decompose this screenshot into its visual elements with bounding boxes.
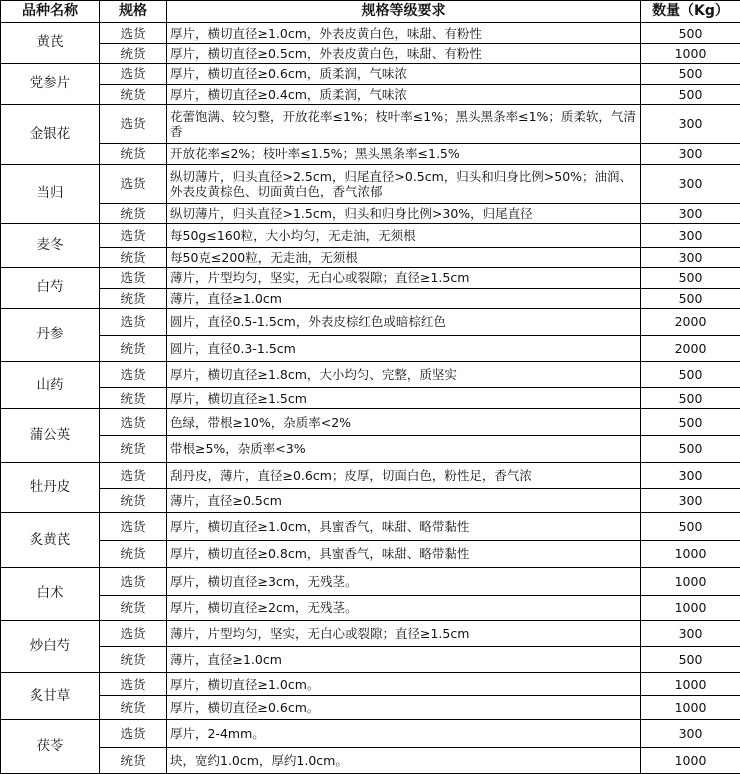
- grade-cell: 选货: [100, 362, 167, 388]
- grade-cell: 选货: [100, 267, 167, 288]
- table-body: [1, 23, 740, 774]
- variety-name-cell: 党参片: [1, 63, 100, 104]
- requirement-cell: 厚片，横切直径≥1.5cm: [167, 388, 641, 409]
- grade-cell: 统货: [100, 288, 167, 308]
- quantity-cell: 1000: [641, 540, 740, 567]
- grade-cell: 选货: [100, 720, 167, 747]
- quantity-cell: 500: [641, 267, 740, 288]
- header-grade: 规格: [100, 1, 167, 23]
- variety-name-cell: 炒白芍: [1, 620, 100, 673]
- grade-cell: 统货: [100, 84, 167, 104]
- quantity-cell: 500: [641, 63, 740, 84]
- quantity-cell: 500: [641, 362, 740, 388]
- table-row: [1, 646, 740, 672]
- quantity-cell: 500: [641, 435, 740, 462]
- table-row: [1, 489, 740, 513]
- variety-name-cell: 炙甘草: [1, 673, 100, 720]
- grade-cell: 统货: [100, 747, 167, 773]
- quantity-cell: 300: [641, 620, 740, 646]
- quantity-cell: 300: [641, 164, 740, 203]
- requirement-cell: 薄片，片型均匀，坚实，无白心或裂隙；直径≥1.5cm: [167, 620, 641, 646]
- grade-cell: 选货: [100, 462, 167, 488]
- variety-name-cell: 蒲公英: [1, 409, 100, 463]
- grade-cell: 选货: [100, 409, 167, 435]
- grade-cell: 统货: [100, 596, 167, 620]
- quantity-cell: 500: [641, 288, 740, 308]
- quantity-cell: 500: [641, 23, 740, 44]
- grade-cell: 统货: [100, 489, 167, 513]
- table-row: [1, 223, 740, 247]
- grade-cell: 选货: [100, 223, 167, 247]
- grade-cell: 选货: [100, 567, 167, 595]
- quantity-cell: 1000: [641, 567, 740, 595]
- table-row: [1, 540, 740, 567]
- requirement-cell: 刮丹皮，薄片，直径≥0.6cm；皮厚，切面白色，粉性足，香气浓: [167, 462, 641, 488]
- table-row: [1, 143, 740, 164]
- variety-name-cell: 山药: [1, 362, 100, 409]
- quantity-cell: 2000: [641, 308, 740, 335]
- variety-name-cell: 白术: [1, 567, 100, 620]
- grade-cell: 选货: [100, 673, 167, 696]
- requirement-cell: 带根≥5%，杂质率<3%: [167, 435, 641, 462]
- requirement-cell: 薄片，直径≥1.0cm: [167, 646, 641, 672]
- quantity-cell: 1000: [641, 596, 740, 620]
- grade-cell: 选货: [100, 308, 167, 335]
- variety-name-cell: 麦冬: [1, 223, 100, 267]
- table-row: [1, 388, 740, 409]
- table-row: [1, 513, 740, 540]
- table-row: [1, 435, 740, 462]
- table-row: [1, 104, 740, 143]
- variety-name-cell: 茯苓: [1, 720, 100, 774]
- requirement-cell: 圆片，直径0.3-1.5cm: [167, 335, 641, 361]
- grade-cell: 选货: [100, 23, 167, 44]
- table-row: [1, 747, 740, 773]
- requirement-cell: 块，宽约1.0cm，厚约1.0cm。: [167, 747, 641, 773]
- requirement-cell: 纵切薄片，归头直径>1.5cm，归头和归身比例>30%，归尾直径: [167, 203, 641, 223]
- table-row: [1, 673, 740, 696]
- header-requirement: 规格等级要求: [167, 1, 641, 23]
- requirement-cell: 厚片，横切直径≥3cm，无残茎。: [167, 567, 641, 595]
- quantity-cell: 500: [641, 409, 740, 435]
- quantity-cell: 300: [641, 104, 740, 143]
- grade-cell: 选货: [100, 513, 167, 540]
- requirement-cell: 色绿，带根≥10%，杂质率<2%: [167, 409, 641, 435]
- grade-cell: 统货: [100, 540, 167, 567]
- table-row: [1, 362, 740, 388]
- requirement-cell: 开放花率≤2%；枝叶率≤1.5%；黑头黑条率≤1.5%: [167, 143, 641, 164]
- requirement-cell: 厚片，横切直径≥2cm，无残茎。: [167, 596, 641, 620]
- quantity-cell: 500: [641, 513, 740, 540]
- variety-name-cell: 黄芪: [1, 23, 100, 64]
- header-variety: 品种名称: [1, 1, 100, 23]
- table-row: [1, 23, 740, 44]
- table-row: [1, 267, 740, 288]
- requirement-cell: 厚片，横切直径≥1.0cm，具蜜香气，味甜、略带黏性: [167, 513, 641, 540]
- quantity-cell: 500: [641, 388, 740, 409]
- grade-cell: 统货: [100, 696, 167, 720]
- table-row: [1, 288, 740, 308]
- quantity-cell: 500: [641, 646, 740, 672]
- table-row: [1, 596, 740, 620]
- grade-cell: 统货: [100, 203, 167, 223]
- requirement-cell: 厚片，横切直径≥0.5cm，外表皮黄白色，味甜、有粉性: [167, 44, 641, 64]
- requirement-cell: 纵切薄片，归头直径>2.5cm，归尾直径>0.5cm，归头和归身比例>50%；油润、外表皮黄棕色、切面黄白色，香气浓郁: [167, 164, 641, 203]
- requirement-cell: 圆片，直径0.5-1.5cm，外表皮棕红色或暗棕红色: [167, 308, 641, 335]
- grade-cell: 统货: [100, 646, 167, 672]
- table-row: [1, 720, 740, 747]
- requirement-cell: 厚片，横切直径≥1.8cm，大小均匀、完整，质坚实: [167, 362, 641, 388]
- quantity-cell: 300: [641, 203, 740, 223]
- requirement-cell: 每50g≤160粒，大小均匀，无走油，无须根: [167, 223, 641, 247]
- variety-name-cell: 丹参: [1, 308, 100, 362]
- requirement-cell: 薄片，直径≥1.0cm: [167, 288, 641, 308]
- table-row: [1, 63, 740, 84]
- variety-name-cell: 金银花: [1, 104, 100, 164]
- variety-name-cell: 炙黄芪: [1, 513, 100, 568]
- table-row: [1, 567, 740, 595]
- variety-name-cell: 牡丹皮: [1, 462, 100, 512]
- requirement-cell: 厚片，横切直径≥1.0cm。: [167, 673, 641, 696]
- table-row: [1, 335, 740, 361]
- quantity-cell: 300: [641, 462, 740, 488]
- grade-cell: 统货: [100, 247, 167, 267]
- variety-name-cell: 白芍: [1, 267, 100, 308]
- table-row: [1, 44, 740, 64]
- quantity-cell: 300: [641, 143, 740, 164]
- grade-cell: 统货: [100, 143, 167, 164]
- requirement-cell: 薄片，直径≥0.5cm: [167, 489, 641, 513]
- grade-cell: 统货: [100, 44, 167, 64]
- requirement-cell: 厚片，2-4mm。: [167, 720, 641, 747]
- quantity-cell: 2000: [641, 335, 740, 361]
- quantity-cell: 1000: [641, 673, 740, 696]
- variety-name-cell: 当归: [1, 164, 100, 223]
- header-row: [1, 1, 740, 23]
- requirement-cell: 薄片，片型均匀，坚实，无白心或裂隙；直径≥1.5cm: [167, 267, 641, 288]
- header-quantity: 数量（Kg）: [641, 1, 740, 23]
- grade-cell: 选货: [100, 63, 167, 84]
- table-row: [1, 696, 740, 720]
- grade-cell: 选货: [100, 620, 167, 646]
- grade-cell: 统货: [100, 388, 167, 409]
- grade-cell: 统货: [100, 335, 167, 361]
- requirement-cell: 厚片，横切直径≥0.8cm，具蜜香气，味甜、略带黏性: [167, 540, 641, 567]
- grade-cell: 选货: [100, 164, 167, 203]
- requirement-cell: 花蕾饱满、较匀整，开放花率≤1%；枝叶率≤1%；黑头黑条率≤1%；质柔软，气清香: [167, 104, 641, 143]
- requirement-cell: 厚片，横切直径≥0.6cm。: [167, 696, 641, 720]
- quantity-cell: 500: [641, 84, 740, 104]
- quantity-cell: 300: [641, 223, 740, 247]
- table-row: [1, 247, 740, 267]
- table-header: [1, 1, 740, 23]
- quantity-cell: 300: [641, 247, 740, 267]
- quantity-cell: 300: [641, 489, 740, 513]
- quantity-cell: 1000: [641, 44, 740, 64]
- table-row: [1, 462, 740, 488]
- requirement-cell: 厚片，横切直径≥0.6cm，质柔润，气味浓: [167, 63, 641, 84]
- grade-cell: 统货: [100, 435, 167, 462]
- table-row: [1, 409, 740, 435]
- table-row: [1, 203, 740, 223]
- quantity-cell: 1000: [641, 696, 740, 720]
- table-row: [1, 308, 740, 335]
- grade-cell: 选货: [100, 104, 167, 143]
- requirement-cell: 厚片，横切直径≥1.0cm，外表皮黄白色，味甜、有粉性: [167, 23, 641, 44]
- requirement-cell: 每50克≤200粒，无走油，无须根: [167, 247, 641, 267]
- table-row: [1, 84, 740, 104]
- quantity-cell: 300: [641, 720, 740, 747]
- quantity-cell: 1000: [641, 747, 740, 773]
- table-row: [1, 164, 740, 203]
- table-row: [1, 620, 740, 646]
- requirement-cell: 厚片，横切直径≥0.4cm，质柔润，气味浓: [167, 84, 641, 104]
